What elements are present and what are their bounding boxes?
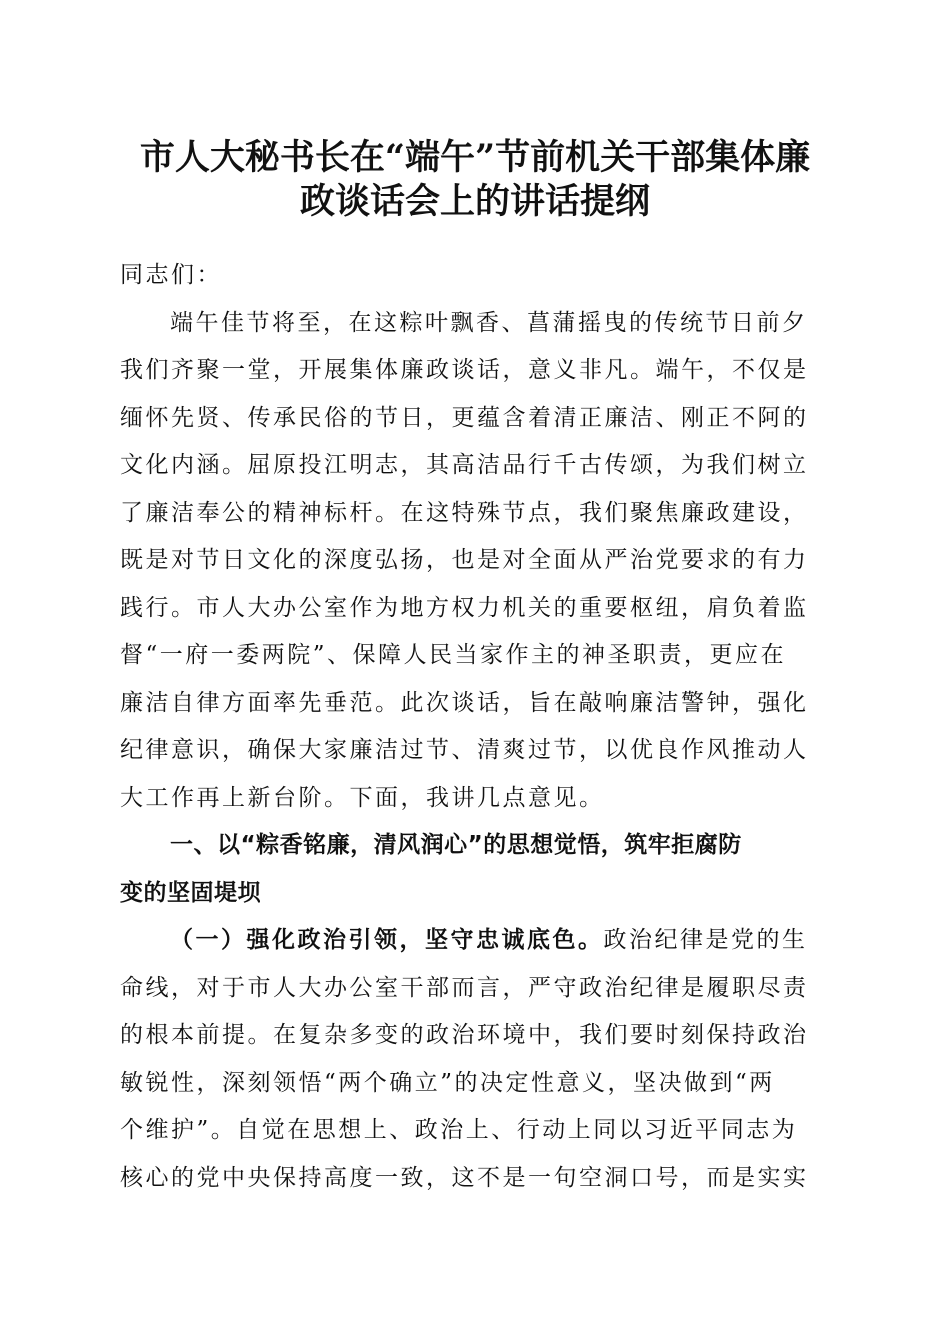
paragraph-line: 廉洁自律方面率先垂范。此次谈话，旨在敲响廉洁警钟，强化 — [120, 689, 809, 716]
title-line-2: 政谈话会上的讲话提纲 — [299, 181, 650, 222]
paragraph-line: 命线，对于市人大办公室干部而言，严守政治纪律是履职尽责 — [120, 974, 809, 1001]
paragraph-line: 纪律意识，确保大家廉洁过节、清爽过节，以优良作风推动人 — [120, 737, 809, 763]
section-heading: 一、以“粽香铭廉，清风润心”的思想觉悟，筑牢拒腐防 — [170, 832, 742, 858]
paragraph-line: 大工作再上新台阶。下面，我讲几点意见。 — [120, 784, 605, 811]
subsection-title: （一）强化政治引领，坚守忠诚底色。 — [170, 927, 604, 953]
paragraph-line: 个维护”。自觉在思想上、政治上、行动上同以习近平同志为 — [120, 1117, 798, 1143]
paragraph-line: 的根本前提。在复杂多变的政治环境中，我们要时刻保持政治 — [120, 1022, 809, 1048]
paragraph-line: 践行。市人大办公室作为地方权力机关的重要枢纽，肩负着监 — [120, 594, 809, 621]
salutation: 同志们： — [120, 262, 222, 288]
paragraph-line: 了廉洁奉公的精神标杆。在这特殊节点，我们聚焦廉政建设， — [120, 499, 809, 526]
document-body — [120, 252, 825, 1202]
paragraph-line: 文化内涵。屈原投江明志，其高洁品行千古传颂，为我们树立 — [120, 452, 809, 478]
subsection-first-line — [120, 917, 825, 965]
paragraph-line: 敏锐性，深刻领悟“两个确立”的决定性意义，坚决做到“两 — [120, 1069, 775, 1096]
title-line-1: 市人大秘书长在“端午”节前机关干部集体廉 — [139, 137, 811, 178]
document-title — [100, 136, 850, 224]
subsection-text: 政治纪律是党的生 — [603, 927, 808, 953]
paragraph-line: 既是对节日文化的深度弘扬，也是对全面从严治党要求的有力 — [120, 547, 809, 573]
paragraph-line: 端午佳节将至，在这粽叶飘香、菖蒲摇曳的传统节日前夕 — [170, 309, 808, 336]
paragraph-line: 我们齐聚一堂，开展集体廉政谈话，意义非凡。端午，不仅是 — [120, 357, 809, 383]
paragraph-line: 缅怀先贤、传承民俗的节日，更蕴含着清正廉洁、刚正不阿的 — [120, 404, 809, 431]
section-heading-continued: 变的坚固堤坝 — [120, 879, 261, 906]
paragraph-line: 督“一府一委两院”、保障人民当家作主的神圣职责，更应在 — [120, 642, 787, 668]
paragraph-line: 核心的党中央保持高度一致，这不是一句空洞口号，而是实实 — [120, 1164, 809, 1191]
